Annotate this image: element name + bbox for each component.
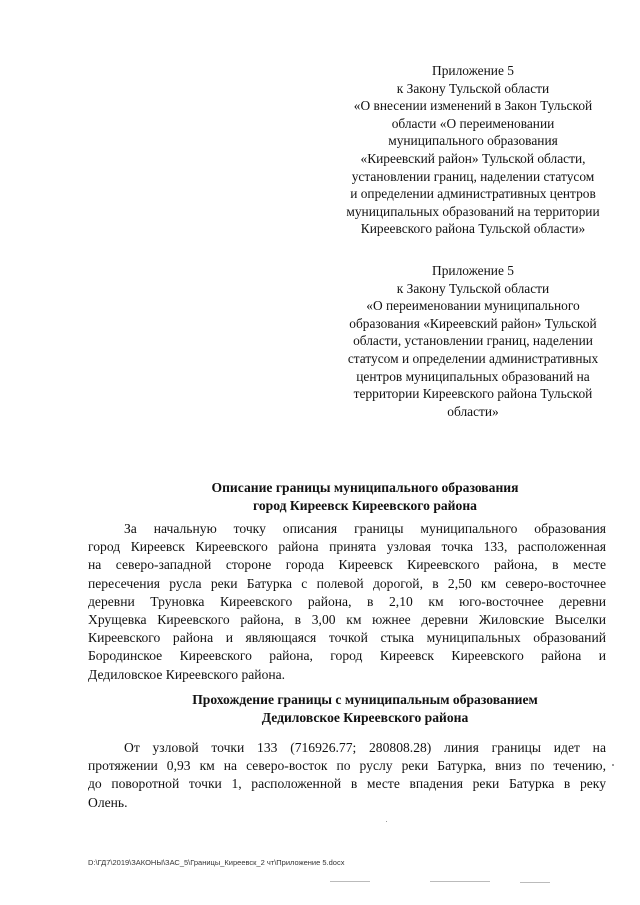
heading-1-line: Описание границы муниципального образования	[211, 480, 519, 495]
appendix-header-2	[318, 262, 628, 420]
appendix-1-line: установлении границ, наделении статусом	[351, 168, 595, 184]
appendix-1-line: муниципального образования	[388, 133, 558, 149]
heading-2-line: Прохождение границы с муниципальным образованием	[192, 692, 538, 707]
paragraph-1-line: Дедиловское Киреевского района.	[88, 666, 286, 682]
paragraph-1-line: город Киреевск Киреевского района принята узловая точка 133, расположенная	[88, 539, 606, 555]
paragraph-1-line: За начальную точку описания границы муниципального образования	[124, 521, 606, 536]
scan-artifact-line	[330, 881, 370, 882]
section-title-dedilovskoe-boundary	[100, 691, 630, 727]
scan-artifact-line	[520, 882, 550, 883]
appendix-1-line: области «О переименовании	[391, 115, 555, 131]
appendix-1-line: Киреевского района Тульской области»	[360, 221, 586, 237]
appendix-2-line: статусом и определении административных	[347, 350, 599, 366]
paragraph-1-line: Хрущевка Киреевского района, в 3,00 км южнее деревни Жиловские Выселки	[88, 612, 606, 628]
appendix-2-line: центров муниципальных образований на	[356, 368, 590, 384]
appendix-header-1	[318, 62, 628, 238]
appendix-1-line: Приложение 5	[432, 63, 514, 78]
paragraph-2-line: Олень.	[88, 794, 128, 810]
appendix-2-line: территории Киреевского района Тульской	[353, 386, 593, 402]
appendix-1-line: «Киреевский район» Тульской области,	[360, 150, 586, 166]
appendix-1-line: муниципальных образований на территории	[346, 203, 600, 219]
appendix-2-line: образования «Киреевский район» Тульской	[349, 315, 597, 331]
appendix-2-line: области»	[447, 403, 499, 419]
scan-speck	[612, 764, 614, 766]
appendix-1-line: и определении административных центров	[350, 186, 596, 202]
paragraph-boundary-route	[88, 739, 606, 812]
section-title-boundary-description	[100, 479, 630, 515]
heading-2-line: Дедиловское Киреевского района	[261, 710, 469, 725]
paragraph-2-line: протяжении 0,93 км на северо-восток по руслу реки Батурка, вниз по течению,	[88, 758, 606, 774]
appendix-1-line: «О внесении изменений в Закон Тульской	[353, 98, 593, 114]
paragraph-1-line: Бородинское Киреевского района, город Киреевск Киреевского района и	[88, 648, 606, 664]
paragraph-starting-point	[88, 520, 606, 684]
paragraph-1-line: деревни Труновка Киреевского района, в 2,10 км юго-восточнее деревни	[88, 593, 606, 609]
appendix-1-line: к Закону Тульской области	[396, 80, 550, 96]
heading-1-line: город Киреевск Киреевского района	[253, 498, 477, 513]
paragraph-2-line: От узловой точки 133 (716926.77; 280808.28) линия границы идет на	[124, 740, 606, 755]
appendix-2-line: к Закону Тульской области	[396, 280, 550, 296]
appendix-2-line: «О переименовании муниципального	[366, 298, 580, 314]
appendix-2-line: Приложение 5	[432, 263, 514, 278]
file-path-footer: D:\ГД7\2019\ЗАКОНЫ\ЗАС_5\Границы_Киреевск_2 чт\Приложение 5.docx	[88, 858, 345, 867]
paragraph-1-line: пересечения русла реки Батурка с полевой дорогой, в 2,50 км северо-восточнее	[88, 575, 606, 591]
paragraph-1-line: Киреевского района и являющаяся точкой стыка муниципальных образований	[88, 630, 606, 646]
paragraph-1-line: на северо-западной стороне города Киреевск Киреевского района, в месте	[88, 557, 606, 573]
appendix-2-line: области, установлении границ, наделении	[353, 333, 593, 349]
scan-speck	[386, 821, 387, 822]
scan-artifact-line	[430, 881, 490, 882]
paragraph-2-line: до поворотной точки 1, расположенной в месте впадения реки Батурка в реку	[88, 776, 606, 792]
